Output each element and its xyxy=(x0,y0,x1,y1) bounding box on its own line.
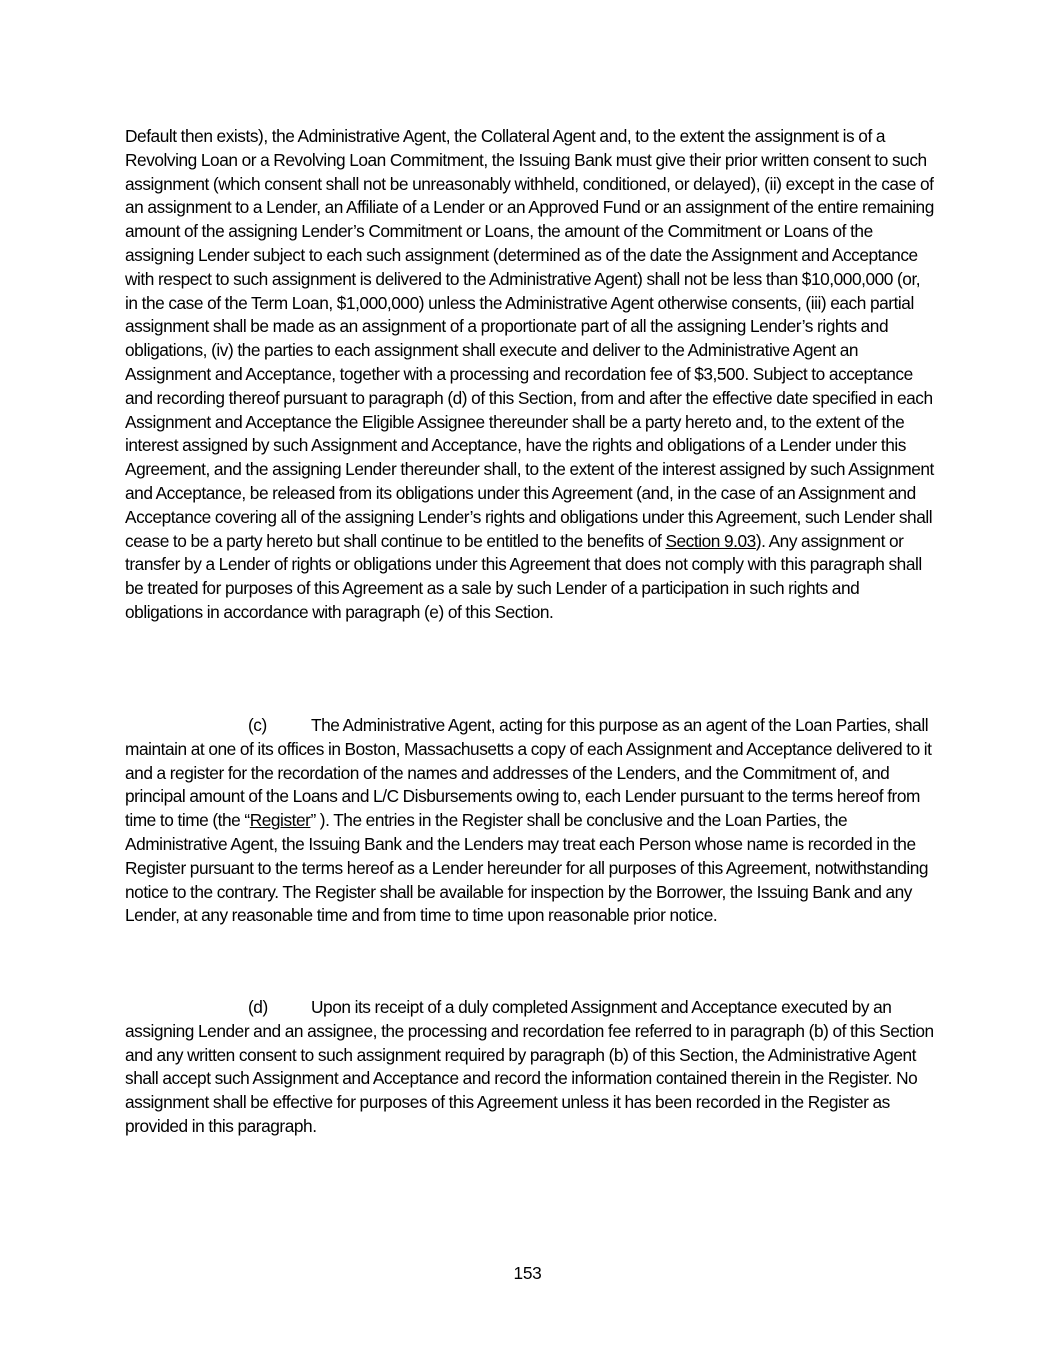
paragraph-d-label: (d) xyxy=(248,997,268,1017)
paragraph-c xyxy=(125,714,935,928)
register-defined-term: Register xyxy=(249,810,311,831)
paragraph-c-text-2: ” ). The entries in the Register shall be conclusive and the Loan Parties, the Administrative Agent, the Issuing Bank and the Lenders may treat each Person whose name is recorded in the Register pursuant to the terms hereof as a Lender hereunder for all purposes of this Agreement, notwithstanding notice to the contrary. The Register shall be available for inspection by the Borrower, the Issuing Bank and any Lender, at any reasonable time and from time to time upon reasonable prior notice. xyxy=(125,810,929,926)
paragraph-d-text: Upon its receipt of a duly completed Assignment and Acceptance executed by an assigning Lender and an assignee, the processing and recordation fee referred to in paragraph (b) of this Section and any written consent to such assignment required by paragraph (b) of this Section, the Administrative Agent shall accept such Assignment and Acceptance and record the information contained therein in the Register. No assignment shall be effective for purposes of this Agreement unless it has been recorded in the Register as provided in this paragraph. xyxy=(125,997,934,1136)
paragraph-c-text-1: The Administrative Agent, acting for this purpose as an agent of the Loan Parties, shall maintain at one of its offices in Boston, Massachusetts a copy of each Assignment and Acceptance delivered to it and a register for the recordation of the names and addresses of the Lenders, and the Commitment of, and principal amount of the Loans and L/C Disbursements owing to, each Lender pursuant to the terms hereof from time to time (the “ xyxy=(125,715,932,831)
section-9-03-reference: Section 9.03 xyxy=(665,530,756,551)
paragraph-b-text-2: ). Any assignment or transfer by a Lender of rights or obligations under this Agreement that does not comply with this paragraph shall be treated for purposes of this Agreement as a sale by such Lender of a participation in such rights and obligations in accordance with paragraph (e) of this Section. xyxy=(125,530,922,622)
paragraph-b-continued xyxy=(125,125,935,625)
page-number: 153 xyxy=(513,1263,542,1283)
paragraph-b-text-1: Default then exists), the Administrative Agent, the Collateral Agent and, to the extent the assignment is of a Revolving Loan or a Revolving Loan Commitment, the Issuing Bank must give their prior written consent to such assignment (which consent shall not be unreasonably withheld, conditioned, or delayed), (ii) except in the case of an assignment to a Lender, an Affiliate of a Lender or an Approved Fund or an assignment of the entire remaining amount of the assigning Lender’s Commitment or Loans, the amount of the Commitment or Loans of the assigning Lender subject to each such assignment (determined as of the date the Assignment and Acceptance with respect to such assignment is delivered to the Administrative Agent) shall not be less than $10,000,000 (or, in the case of the Term Loan, $1,000,000) unless the Administrative Agent otherwise consents, (iii) each partial assignment shall be made as an assignment of a proportionate part of all the assigning Lender’s rights and obligations, (iv) the parties to each assignment shall execute and deliver to the Administrative Agent an Assignment and Acceptance, together with a processing and recordation fee of $3,500. Subject to acceptance and recording thereof pursuant to paragraph (d) of this Section, from and after the effective date specified in each Assignment and Acceptance the Eligible Assignee thereunder shall be a party hereto and, to the extent of the interest assigned by such Assignment and Acceptance, have the rights and obligations of a Lender under this Agreement, and the assigning Lender thereunder shall, to the extent of the interest assigned by such Assignment and Acceptance, be released from its obligations under this Agreement (and, in the case of an Assignment and Acceptance covering all of the assigning Lender’s rights and obligations under this Agreement, such Lender shall cease to be a party hereto but shall continue to be entitled to the benefits of xyxy=(125,126,934,551)
paragraph-c-label: (c) xyxy=(248,715,267,735)
paragraph-d xyxy=(125,996,935,1139)
